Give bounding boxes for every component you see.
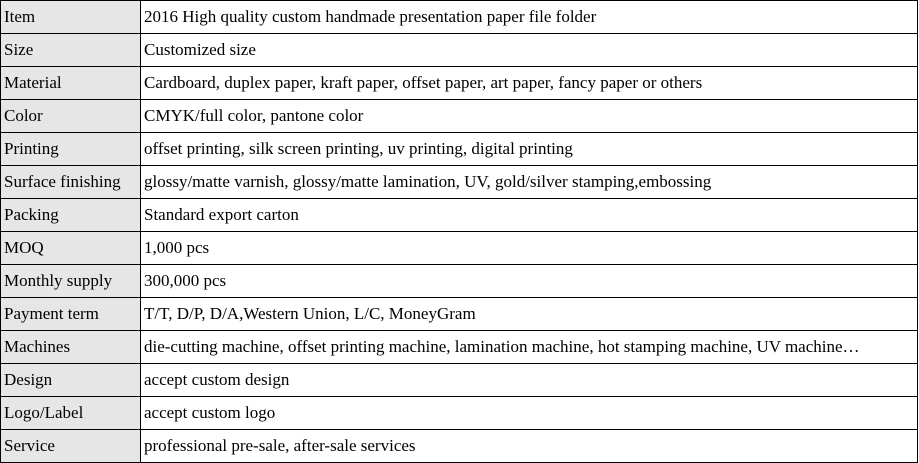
table-row bbox=[1, 133, 918, 166]
spec-label-moq: MOQ bbox=[1, 232, 141, 265]
spec-label-design: Design bbox=[1, 364, 141, 397]
spec-label-item: Item bbox=[1, 1, 141, 34]
spec-value-logo-label: accept custom logo bbox=[141, 397, 918, 430]
spec-value-surface-finishing: glossy/matte varnish, glossy/matte lamination, UV, gold/silver stamping,embossing bbox=[141, 166, 918, 199]
spec-value-printing: offset printing, silk screen printing, uv printing, digital printing bbox=[141, 133, 918, 166]
table-row bbox=[1, 1, 918, 34]
table-row bbox=[1, 67, 918, 100]
table-row bbox=[1, 166, 918, 199]
spec-value-packing: Standard export carton bbox=[141, 199, 918, 232]
spec-label-payment-term: Payment term bbox=[1, 298, 141, 331]
spec-label-service: Service bbox=[1, 430, 141, 463]
spec-value-design: accept custom design bbox=[141, 364, 918, 397]
spec-value-service: professional pre-sale, after-sale services bbox=[141, 430, 918, 463]
spec-label-logo-label: Logo/Label bbox=[1, 397, 141, 430]
spec-label-surface-finishing: Surface finishing bbox=[1, 166, 141, 199]
spec-label-color: Color bbox=[1, 100, 141, 133]
spec-table-body bbox=[1, 1, 918, 463]
spec-value-moq: 1,000 pcs bbox=[141, 232, 918, 265]
table-row bbox=[1, 232, 918, 265]
spec-label-printing: Printing bbox=[1, 133, 141, 166]
spec-value-material: Cardboard, duplex paper, kraft paper, offset paper, art paper, fancy paper or others bbox=[141, 67, 918, 100]
table-row bbox=[1, 199, 918, 232]
table-row bbox=[1, 397, 918, 430]
table-row bbox=[1, 364, 918, 397]
spec-value-item: 2016 High quality custom handmade presentation paper file folder bbox=[141, 1, 918, 34]
table-row bbox=[1, 100, 918, 133]
table-row bbox=[1, 331, 918, 364]
spec-label-size: Size bbox=[1, 34, 141, 67]
table-row bbox=[1, 298, 918, 331]
spec-label-monthly-supply: Monthly supply bbox=[1, 265, 141, 298]
table-row bbox=[1, 34, 918, 67]
spec-value-size: Customized size bbox=[141, 34, 918, 67]
spec-value-payment-term: T/T, D/P, D/A,Western Union, L/C, MoneyGram bbox=[141, 298, 918, 331]
spec-value-monthly-supply: 300,000 pcs bbox=[141, 265, 918, 298]
table-row bbox=[1, 430, 918, 463]
spec-label-packing: Packing bbox=[1, 199, 141, 232]
spec-label-machines: Machines bbox=[1, 331, 141, 364]
spec-label-material: Material bbox=[1, 67, 141, 100]
spec-value-machines: die-cutting machine, offset printing machine, lamination machine, hot stamping machine, UV machine… bbox=[141, 331, 918, 364]
table-row bbox=[1, 265, 918, 298]
spec-value-color: CMYK/full color, pantone color bbox=[141, 100, 918, 133]
